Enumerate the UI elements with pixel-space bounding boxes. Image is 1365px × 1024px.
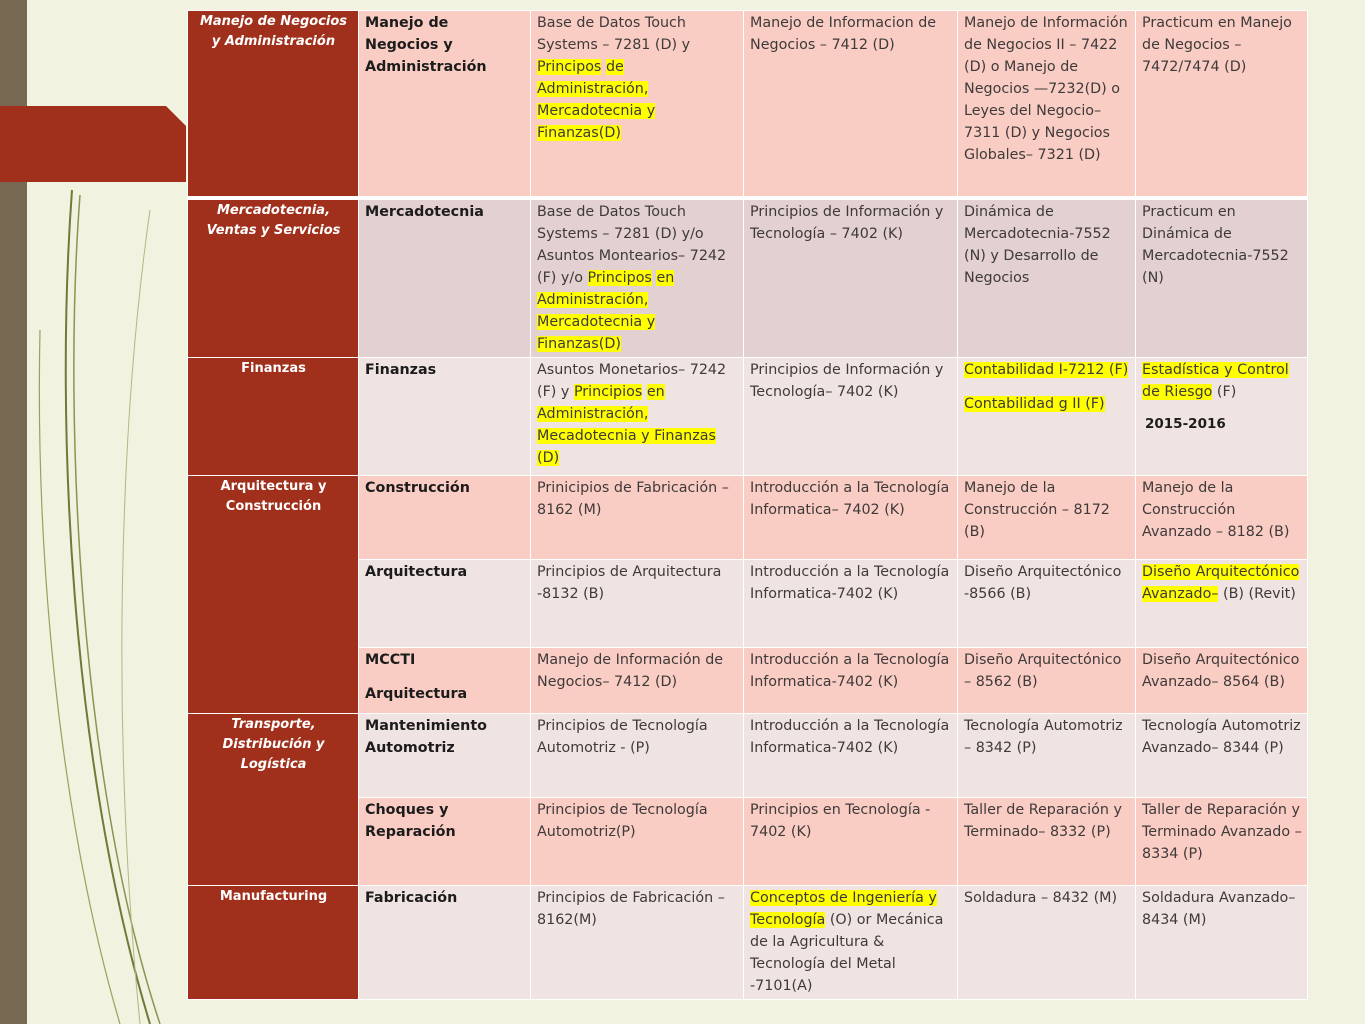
program-cell: Mercadotecnia: [359, 198, 531, 358]
program-cell: Fabricación: [359, 885, 531, 999]
table-row: [188, 475, 1308, 559]
course-cell: Principios de Tecnología Automotriz - (P): [531, 713, 744, 797]
course-cell: Principios de Tecnología Automotriz(P): [531, 797, 744, 885]
program-cell: Mantenimiento Automotriz: [359, 713, 531, 797]
category-cell: Transporte, Distribución y Logística: [188, 713, 359, 885]
table-row: [188, 357, 1308, 475]
program-cell: Construcción: [359, 475, 531, 559]
course-cell: Manejo de Información de Negocios– 7412 (D): [531, 647, 744, 713]
program-cell: Finanzas: [359, 357, 531, 475]
school-year-label: 2015-2016: [1145, 415, 1226, 432]
course-cell: Tecnología Automotriz Avanzado– 8344 (P): [1136, 713, 1308, 797]
program-cell: MCCTI Arquitectura: [359, 647, 531, 713]
course-cell: Practicum en Dinámica de Mercadotecnia-7552 (N): [1136, 198, 1308, 358]
program-cell: Manejo de Negocios y Administración: [359, 11, 531, 198]
category-cell: Manejo de Negocios y Administración: [188, 11, 359, 198]
course-cell: Principios de Fabricación – 8162(M): [531, 885, 744, 999]
course-cell: Practicum en Manejo de Negocios – 7472/7474 (D): [1136, 11, 1308, 198]
category-cell: Manufacturing: [188, 885, 359, 999]
course-cell: Manejo de la Construcción Avanzado – 8182 (B): [1136, 475, 1308, 559]
course-cell: Introducción a la Tecnología Informatica-7402 (K): [744, 647, 958, 713]
course-cell: Soldadura – 8432 (M): [958, 885, 1136, 999]
course-cell: Manejo de la Construcción – 8172 (B): [958, 475, 1136, 559]
career-pathways-table: [187, 10, 1308, 1000]
category-cell: Mercadotecnia, Ventas y Servicios: [188, 198, 359, 358]
program-cell: Choques y Reparación: [359, 797, 531, 885]
table-row: [188, 11, 1308, 198]
course-cell: Diseño Arquitectónico -8566 (B): [958, 559, 1136, 647]
course-cell: Asuntos Monetarios– 7242 (F) y Principios en Administración, Mecadotecnia y Finanzas (D): [531, 357, 744, 475]
course-cell: Base de Datos Touch Systems – 7281 (D) y Principos de Administración, Mercadotecnia y Finanzas(D): [531, 11, 744, 198]
course-cell: Principios de Arquitectura -8132 (B): [531, 559, 744, 647]
course-cell: Introducción a la Tecnología Informatica-7402 (K): [744, 559, 958, 647]
course-cell: Tecnología Automotriz – 8342 (P): [958, 713, 1136, 797]
table-row: [188, 198, 1308, 358]
course-cell: Principios en Tecnología - 7402 (K): [744, 797, 958, 885]
course-cell: Taller de Reparación y Terminado Avanzado – 8334 (P): [1136, 797, 1308, 885]
course-cell: Manejo de Información de Negocios II – 7422 (D) o Manejo de Negocios —7232(D) o Leyes del Negocio– 7311 (D) y Negocios Globales– 7321 (D): [958, 11, 1136, 198]
table-row: [188, 885, 1308, 999]
course-cell: Diseño Arquitectónico – 8562 (B): [958, 647, 1136, 713]
course-cell: Introducción a la Tecnología Informatica-7402 (K): [744, 713, 958, 797]
course-cell: Principios de Información y Tecnología – 7402 (K): [744, 198, 958, 358]
red-arrow-tab: [0, 106, 186, 182]
course-cell: Diseño Arquitectónico Avanzado– 8564 (B): [1136, 647, 1308, 713]
table-row: [188, 713, 1308, 797]
course-cell: Contabilidad I-7212 (F) Contabilidad g II (F): [958, 357, 1136, 475]
category-cell: Finanzas: [188, 357, 359, 475]
category-cell: Arquitectura y Construcción: [188, 475, 359, 713]
course-cell: Introducción a la Tecnología Informatica– 7402 (K): [744, 475, 958, 559]
course-cell: Conceptos de Ingeniería y Tecnología (O) or Mecánica de la Agricultura & Tecnología del Metal -7101(A): [744, 885, 958, 999]
program-cell: Arquitectura: [359, 559, 531, 647]
course-cell: Soldadura Avanzado– 8434 (M): [1136, 885, 1308, 999]
course-cell: Taller de Reparación y Terminado– 8332 (P): [958, 797, 1136, 885]
course-cell: Base de Datos Touch Systems – 7281 (D) y/o Asuntos Montearios– 7242 (F) y/o Principos en Administración, Mercadotecnia y Finanzas(D): [531, 198, 744, 358]
course-cell: Dinámica de Mercadotecnia-7552 (N) y Desarrollo de Negocios: [958, 198, 1136, 358]
course-cell: Diseño Arquitectónico Avanzado– (B) (Revit): [1136, 559, 1308, 647]
course-cell: Manejo de Informacion de Negocios – 7412 (D): [744, 11, 958, 198]
course-cell: Principios de Información y Tecnología– 7402 (K): [744, 357, 958, 475]
course-cell: Prinicipios de Fabricación – 8162 (M): [531, 475, 744, 559]
course-cell: Estadística y Control de Riesgo (F) 2015-2016: [1136, 357, 1308, 475]
